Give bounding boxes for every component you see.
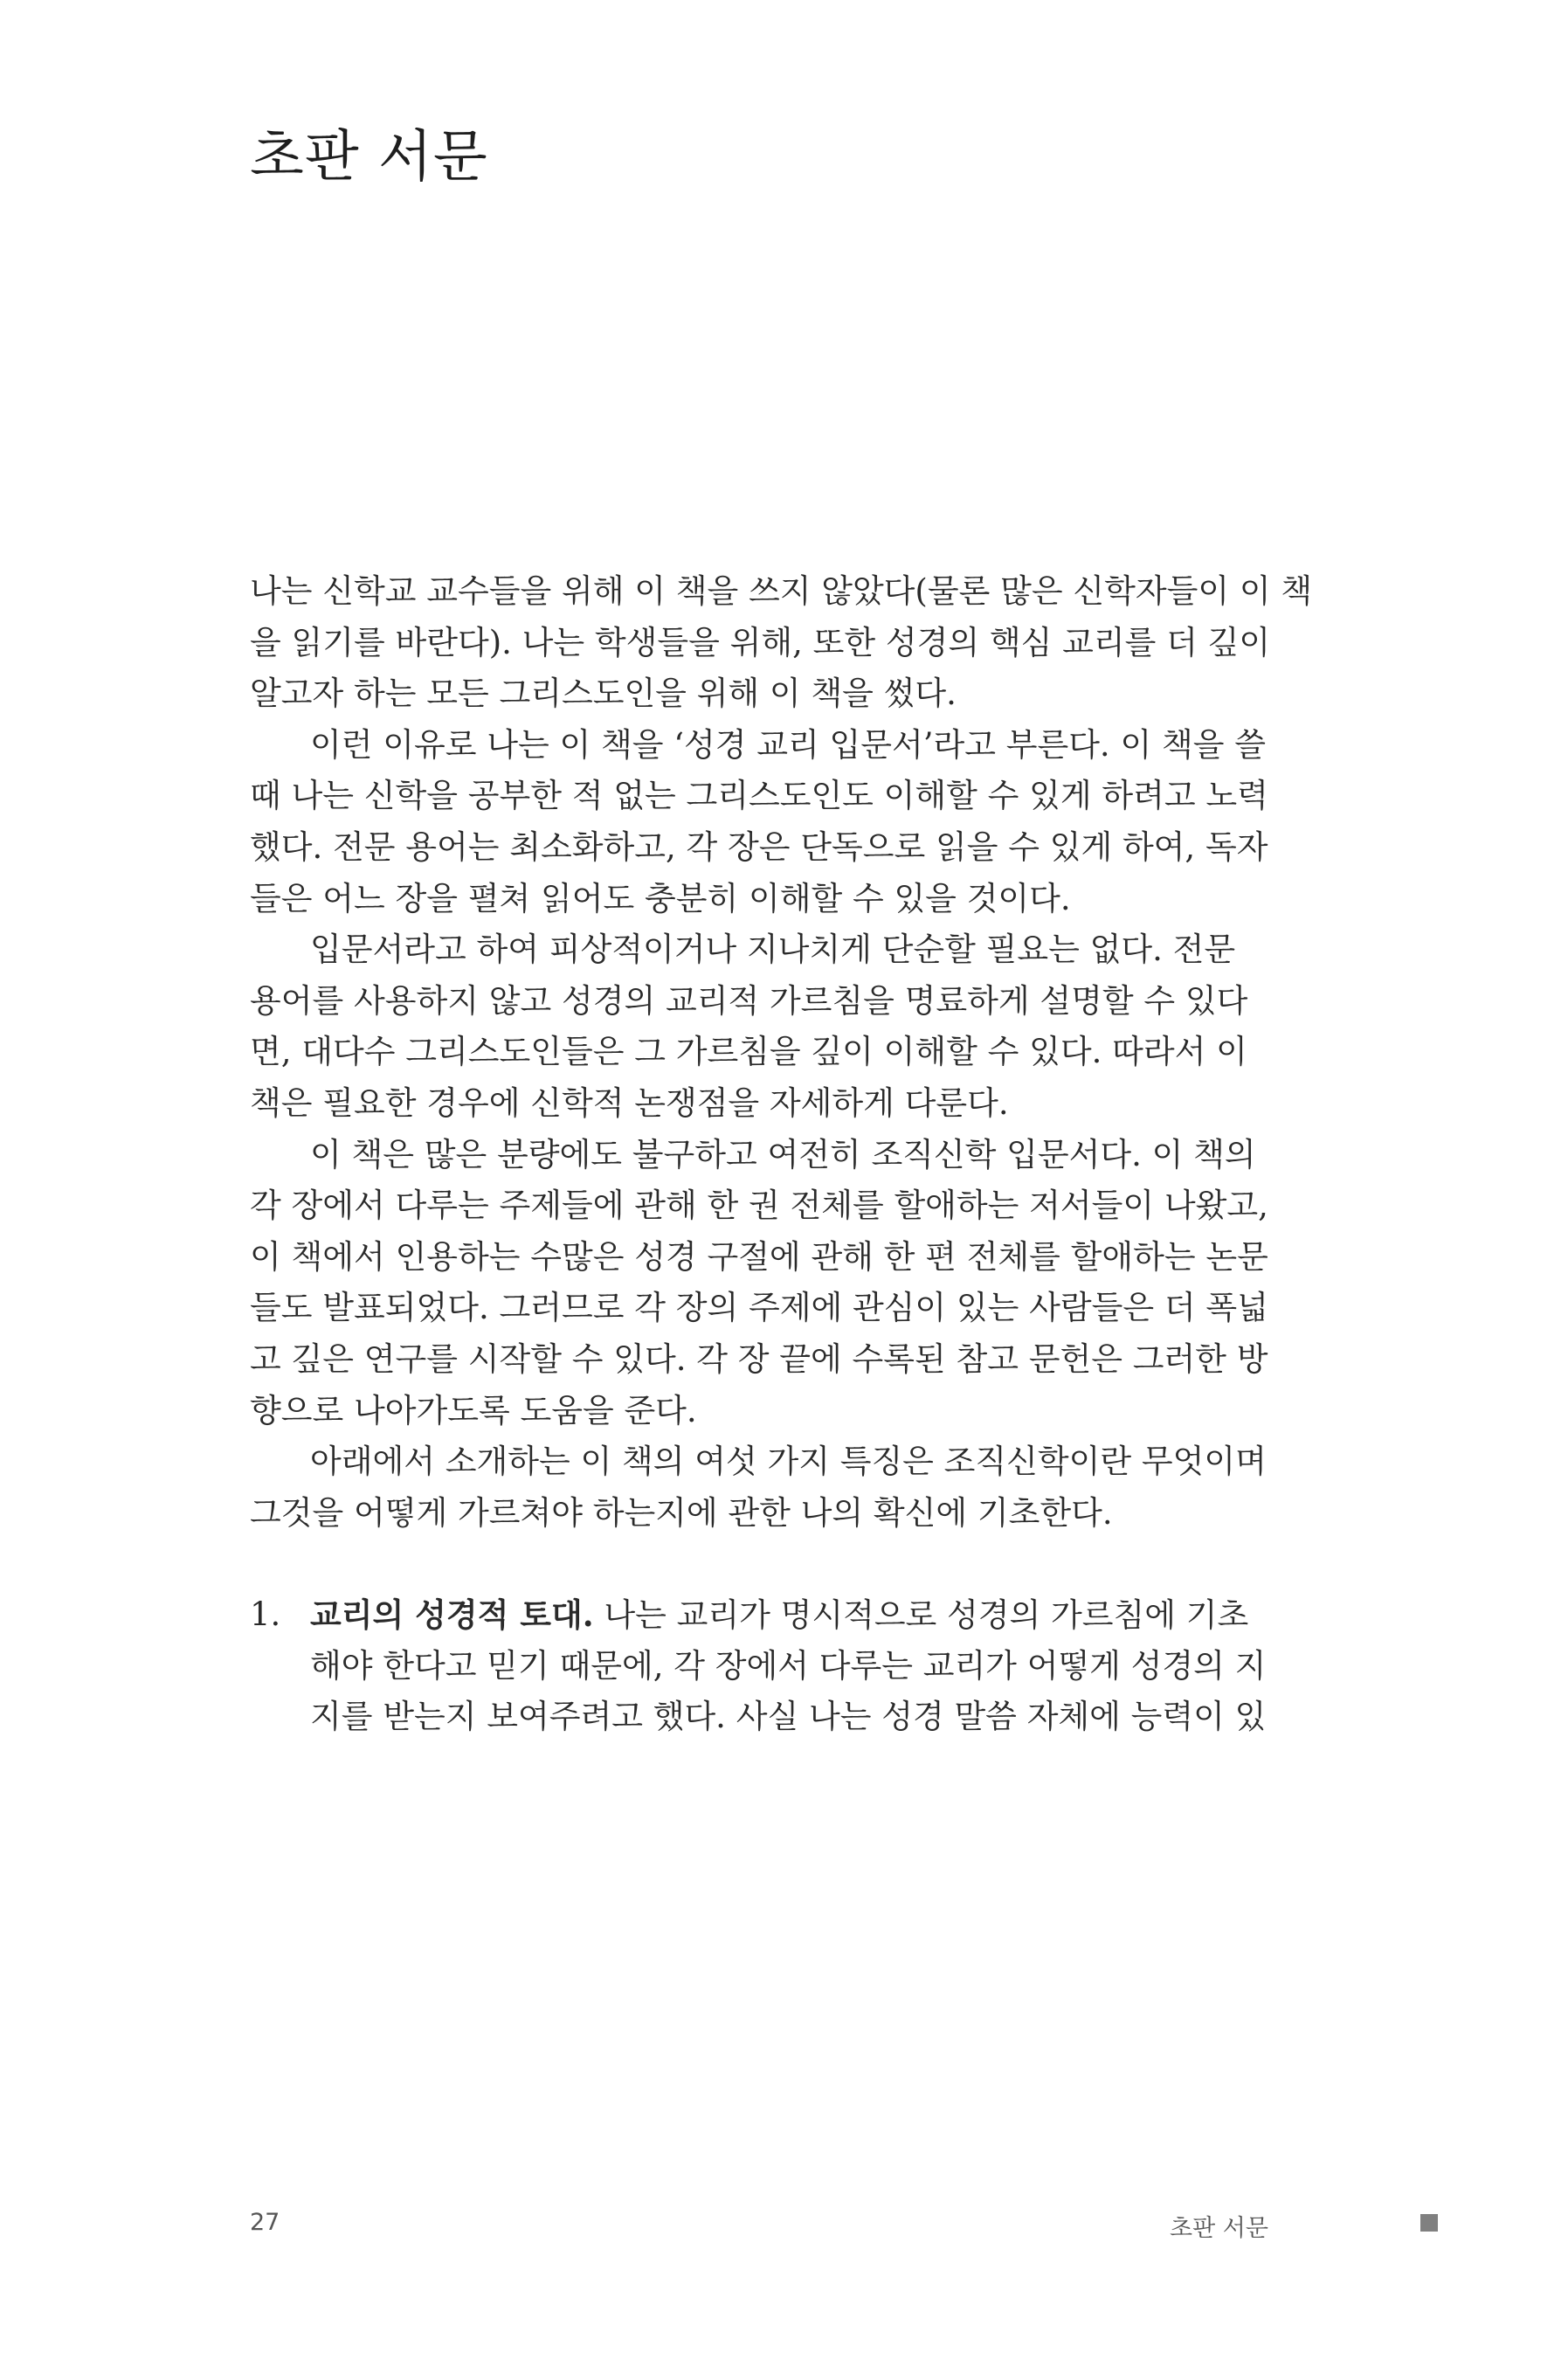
list-item-heading: 교리의 성경적 토대. — [310, 1595, 594, 1635]
text-line: 향으로 나아가도록 도움을 준다. — [250, 1391, 697, 1429]
text-line: 아래에서 소개하는 이 책의 여섯 가지 특징은 조직신학이란 무엇이며 — [310, 1443, 1267, 1481]
text-line: 들도 발표되었다. 그러므로 각 장의 주제에 관심이 있는 사람들은 더 폭넓 — [250, 1289, 1268, 1327]
text-line: 이 책에서 인용하는 수많은 성경 구절에 관해 한 편 전체를 할애하는 논문 — [250, 1237, 1268, 1276]
page-title: 초판 서문 — [250, 125, 488, 190]
square-marker-icon — [1420, 2214, 1438, 2232]
text-line: 들은 어느 장을 펼쳐 읽어도 충분히 이해할 수 있을 것이다. — [250, 879, 1071, 917]
page-number: 27 — [250, 2209, 280, 2236]
text-line: 입문서라고 하여 피상적이거나 지나치게 단순할 필요는 없다. 전문 — [310, 931, 1236, 969]
text-line: 그것을 어떻게 가르쳐야 하는지에 관한 나의 확신에 기초한다. — [250, 1493, 1113, 1532]
paragraph — [250, 1436, 1267, 1539]
text-line: 용어를 사용하지 않고 성경의 교리적 가르침을 명료하게 설명할 수 있다 — [250, 981, 1248, 1020]
text-line: 을 읽기를 바란다). 나는 학생들을 위해, 또한 성경의 핵심 교리를 더 깊이 — [250, 623, 1271, 661]
section-spacer — [250, 1539, 1254, 1589]
text-line: 이 책은 많은 분량에도 불구하고 여전히 조직신학 입문서다. 이 책의 — [310, 1135, 1256, 1173]
text-line: 각 장에서 다루는 주제들에 관해 한 권 전체를 할애하는 저서들이 나왔고, — [250, 1187, 1268, 1225]
paragraph — [250, 924, 1254, 1129]
text-line: 책은 필요한 경우에 신학적 논쟁점을 자세하게 다룬다. — [250, 1083, 1009, 1122]
list-item-line: 지를 받는지 보여주려고 했다. 사실 나는 성경 말씀 자체에 능력이 있 — [310, 1698, 1267, 1736]
numbered-list-item — [250, 1589, 1267, 1743]
list-item-first-line — [250, 1589, 1254, 1641]
list-number: 1. — [250, 1595, 281, 1634]
body-text — [250, 566, 1313, 1743]
text-line: 나는 신학교 교수들을 위해 이 책을 쓰지 않았다(물론 많은 신학자들이 이 책 — [250, 572, 1313, 610]
text-line: 알고자 하는 모든 그리스도인을 위해 이 책을 썼다. — [250, 675, 957, 713]
text-line: 고 깊은 연구를 시작할 수 있다. 각 장 끝에 수록된 참고 문헌은 그러한 방 — [250, 1339, 1268, 1378]
text-line: 면, 대다수 그리스도인들은 그 가르침을 깊이 이해할 수 있다. 따라서 이 — [250, 1033, 1247, 1071]
paragraph — [250, 1130, 1268, 1437]
list-item-line: 해야 한다고 믿기 때문에, 각 장에서 다루는 교리가 어떻게 성경의 지 — [310, 1646, 1267, 1685]
text-line: 했다. 전문 용어는 최소화하고, 각 장은 단독으로 읽을 수 있게 하여, 독자 — [250, 827, 1268, 866]
page-footer — [0, 2209, 1568, 2244]
paragraph — [250, 566, 1313, 720]
running-title: 초판 서문 — [1170, 2215, 1268, 2242]
text-line: 이런 이유로 나는 이 책을 ‘성경 교리 입문서’라고 부른다. 이 책을 쓸 — [310, 725, 1266, 764]
list-item-text: 나는 교리가 명시적으로 성경의 가르침에 기초 — [593, 1596, 1249, 1635]
paragraph — [250, 720, 1268, 924]
text-line: 때 나는 신학을 공부한 적 없는 그리스도인도 이해할 수 있게 하려고 노력 — [250, 777, 1268, 815]
